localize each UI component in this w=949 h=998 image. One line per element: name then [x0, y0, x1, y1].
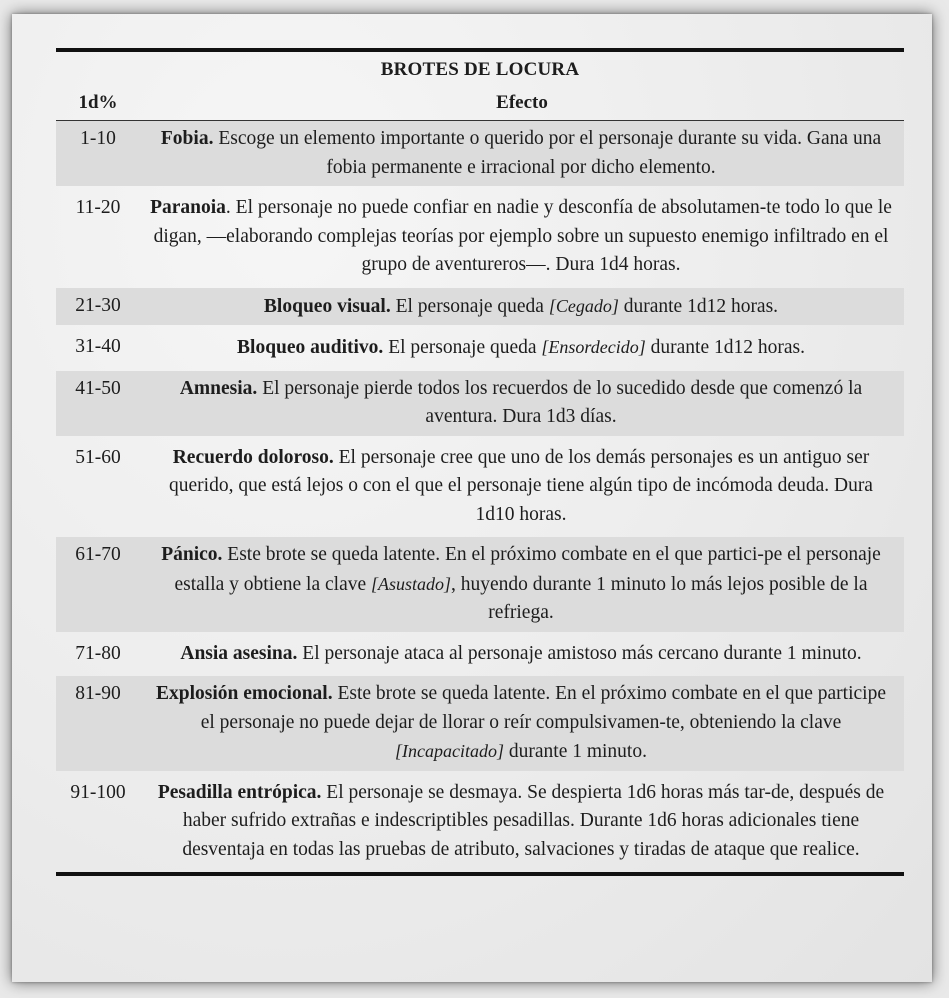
row-roll: 31-40 — [75, 336, 121, 357]
effect-text: El personaje ataca al personaje amistoso más cercano durante 1 minuto. — [297, 642, 862, 664]
row-roll: 81-90 — [75, 683, 121, 704]
row-effect — [140, 541, 904, 628]
row-effect — [140, 333, 904, 363]
page — [12, 14, 932, 982]
table-row — [56, 121, 904, 186]
effect-name: Recuerdo doloroso. — [172, 446, 334, 468]
row-effect — [140, 680, 904, 767]
table-row — [56, 329, 904, 367]
row-effect — [140, 779, 904, 865]
row-roll: 1-10 — [80, 128, 116, 149]
effect-name: Ansia asesina. — [180, 642, 298, 664]
effect-text: El personaje se desmaya. Se despierta 1d6 horas más tar-de, después de haber sufrido extrañas e indescriptibles pesadillas. Durante 1d6 horas adicionales tiene desventaja en todas las pruebas de atributo, salvaciones y tiradas de ataque que realice. — [182, 781, 885, 860]
effect-name: Pesadilla entrópica. — [157, 781, 322, 803]
effect-text: El personaje queda — [383, 337, 542, 358]
table-title: BROTES DE LOCURA — [380, 59, 580, 80]
madness-table — [56, 48, 904, 876]
effect-text: . El personaje no puede confiar en nadie y desconfía de absolutamen-te todo lo que le digan, —elaborando complejas teorías por ejemplo sobre un supuesto enemigo infiltrado en el grupo de aventureros—. Dura 1d4 horas. — [153, 197, 892, 275]
effect-text: El personaje queda — [390, 295, 549, 317]
effect-name: Bloqueo auditivo. — [237, 337, 384, 358]
effect-name: Amnesia. — [179, 377, 258, 399]
row-roll: 71-80 — [75, 642, 121, 664]
effect-text: Este brote se queda latente. En el próximo combate en el que participe el personaje no puede dejar de llorar o reír compulsivamen-te, obteniendo la clave — [200, 683, 886, 733]
row-roll: 11-20 — [75, 197, 121, 218]
row-roll: 21-30 — [75, 294, 121, 316]
table-row — [56, 371, 904, 436]
effect-text-after: durante 1d12 horas. — [645, 337, 805, 358]
effect-text-after: , huyendo durante 1 minuto lo más lejos posible de la refriega. — [451, 573, 868, 623]
table-row — [56, 440, 904, 534]
table-row — [56, 190, 904, 284]
effect-text: Este brote se queda latente. En el próximo combate en el que partici-pe el personaje estalla y obtiene la clave — [174, 544, 881, 595]
table-row — [56, 676, 904, 771]
table-header — [56, 86, 904, 121]
effect-key: [Asustado] — [371, 573, 452, 594]
header-effect: Efecto — [496, 92, 548, 113]
effect-key: [Incapacitado] — [395, 741, 504, 761]
effect-text-after: durante 1 minuto. — [504, 741, 647, 762]
effect-key: [Cegado] — [548, 295, 619, 316]
header-roll: 1d% — [78, 92, 118, 113]
effect-text: Escoge un elemento importante o querido por el personaje durante su vida. Gana una fobia permanente e irracional por dicho elemento. — [213, 128, 882, 178]
effect-text: El personaje cree que uno de los demás personajes es un antiguo ser querido, que está lejos o con el que el personaje tiene algún tipo de incómoda deuda. Dura 1d10 horas. — [169, 446, 873, 525]
effect-name: Explosión emocional. — [156, 683, 333, 704]
row-effect — [140, 194, 904, 280]
effect-name: Pánico. — [161, 544, 223, 565]
bottom-rule — [56, 872, 904, 876]
row-roll: 91-100 — [70, 781, 126, 803]
effect-name: Paranoia — [150, 197, 226, 218]
table-body — [56, 121, 904, 868]
effect-text: El personaje pierde todos los recuerdos de lo sucedido desde que comenzó la aventura. Dura 1d3 días. — [257, 377, 863, 427]
table-row — [56, 636, 904, 673]
row-roll: 51-60 — [75, 446, 121, 468]
row-effect — [140, 292, 904, 322]
effect-text-after: durante 1d12 horas. — [618, 295, 779, 317]
row-effect — [140, 444, 904, 530]
row-roll: 41-50 — [75, 377, 121, 399]
row-effect — [140, 375, 904, 432]
row-effect — [140, 125, 904, 182]
effect-name: Bloqueo visual. — [263, 295, 391, 317]
effect-name: Fobia. — [160, 128, 214, 149]
table-row — [56, 775, 904, 869]
table-row — [56, 288, 904, 326]
table-row — [56, 537, 904, 632]
row-effect — [140, 640, 904, 669]
effect-key: [Ensordecido] — [541, 337, 646, 357]
row-roll: 61-70 — [75, 544, 121, 565]
